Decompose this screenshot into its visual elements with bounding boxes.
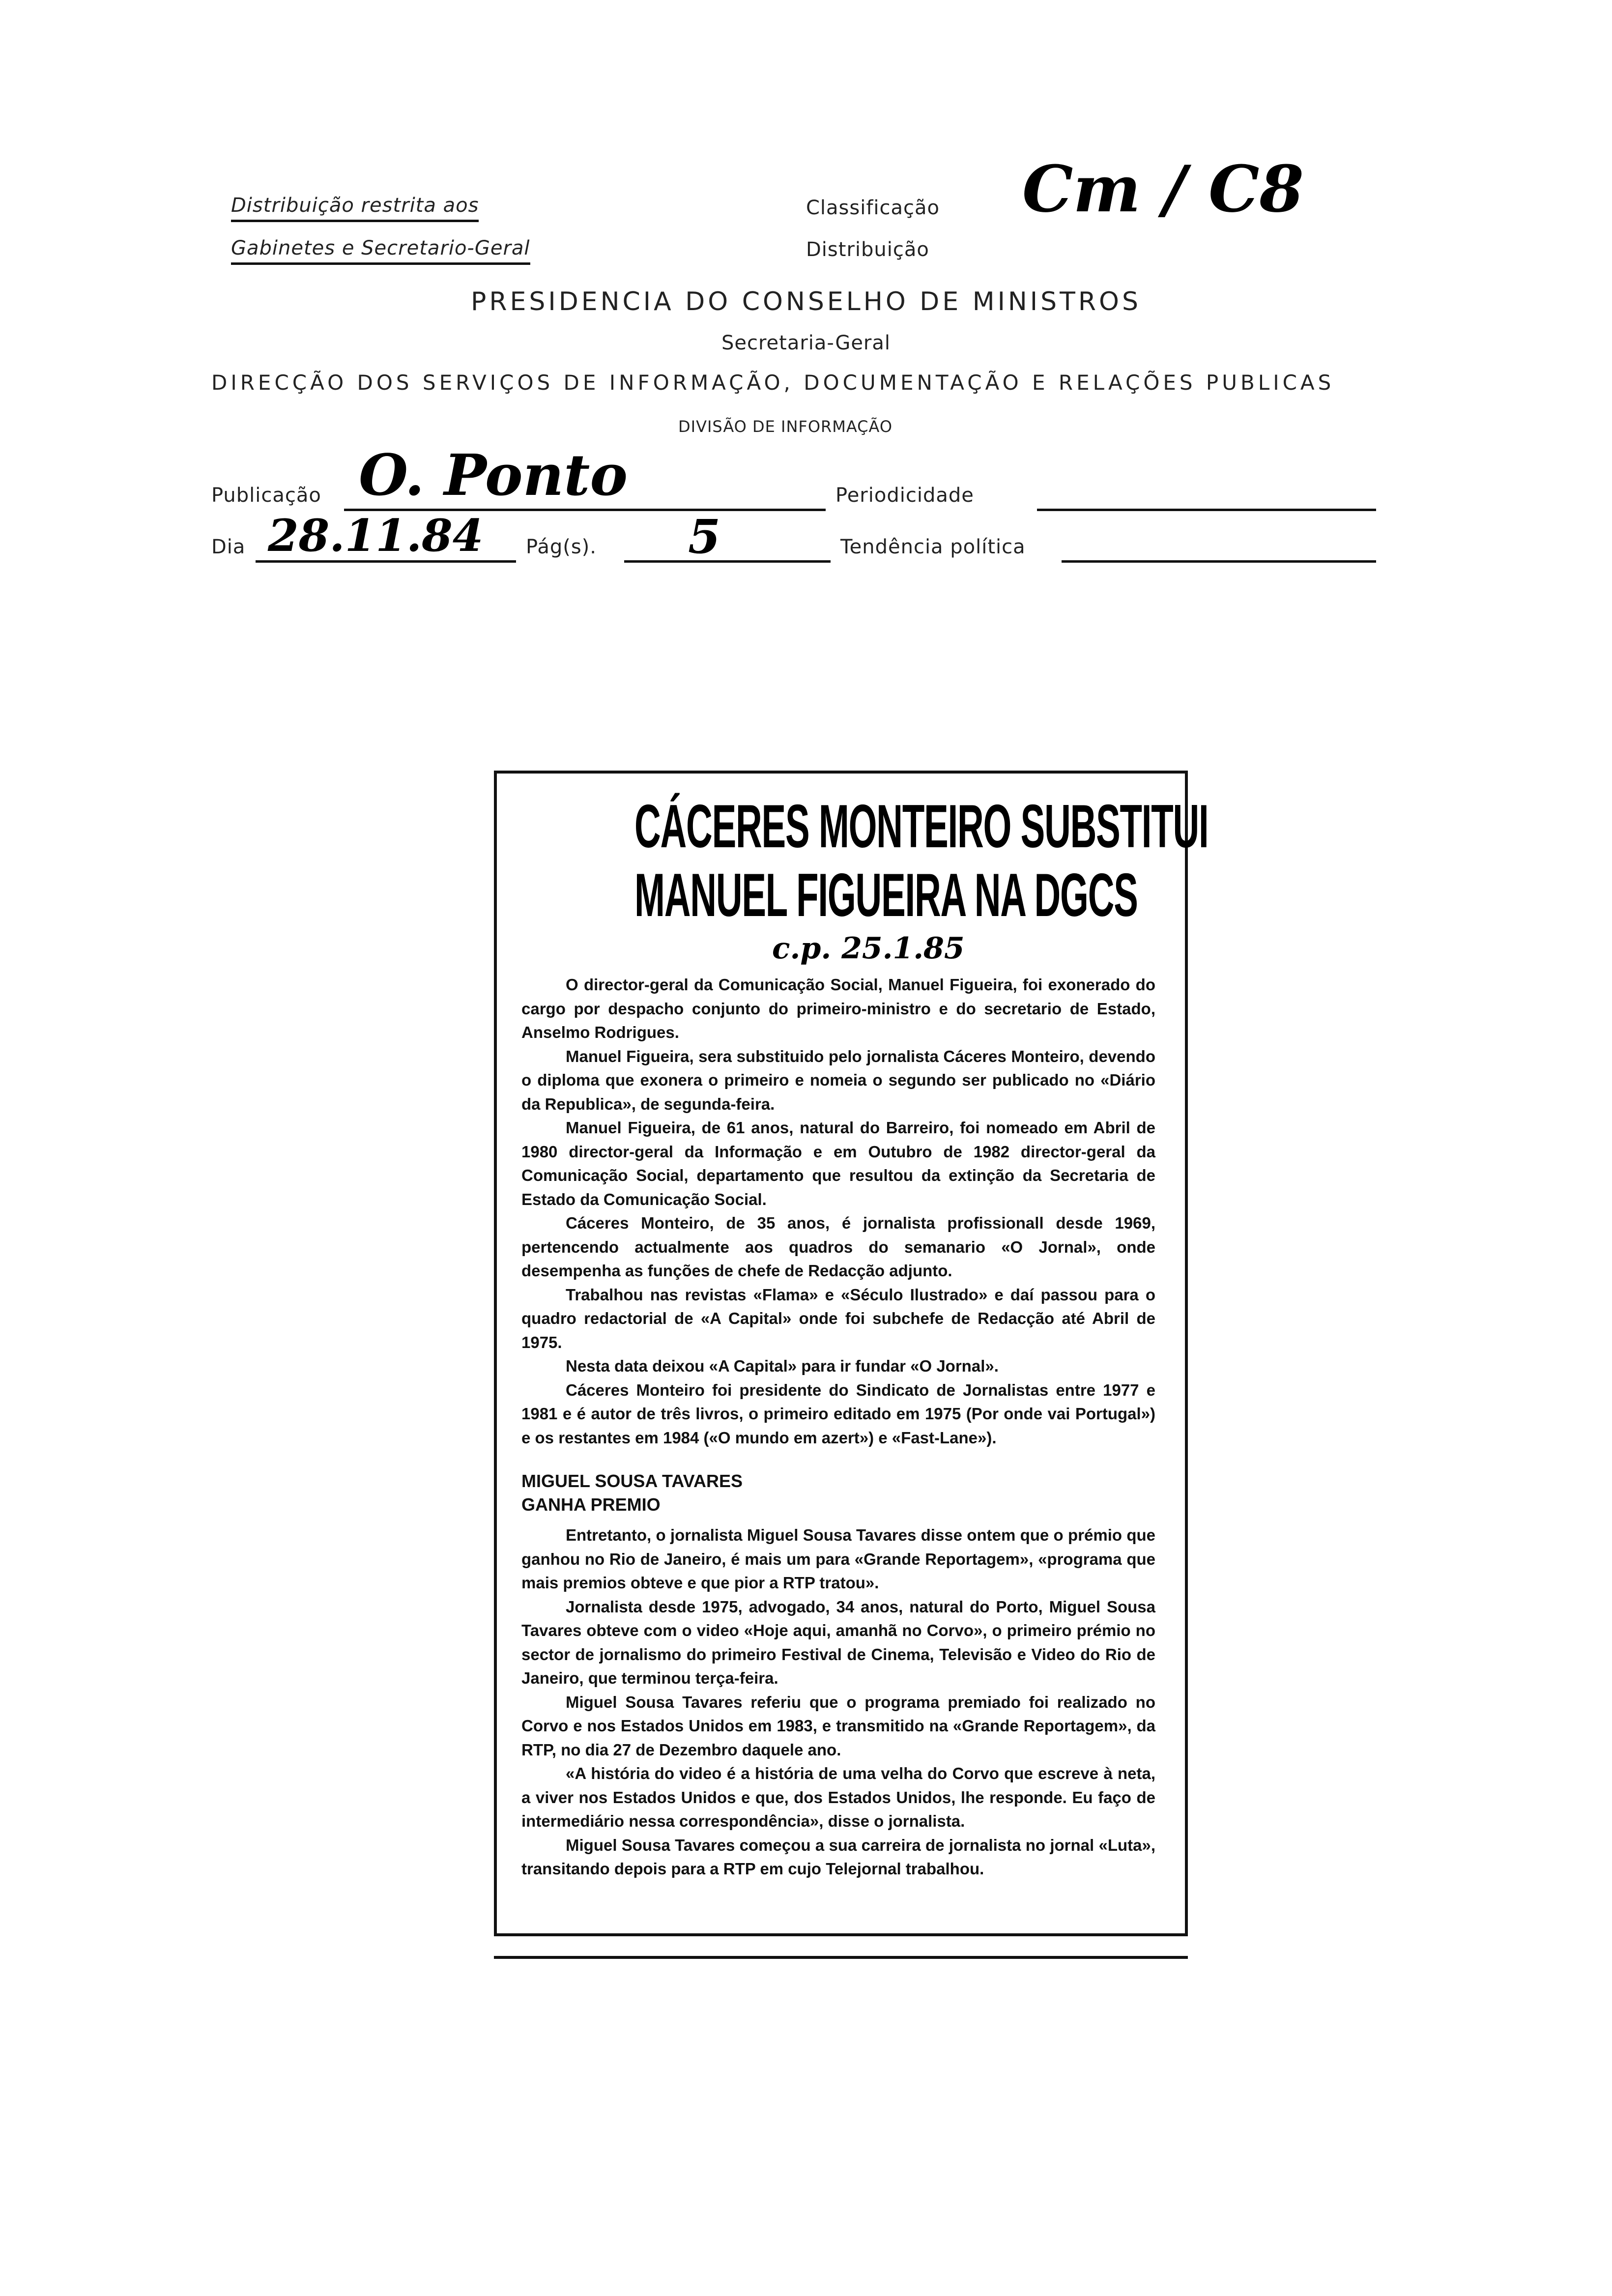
article-title-line1-box (497, 793, 1209, 862)
paragraph: Cáceres Monteiro, de 35 anos, é jornalista profissionall desde 1969, pertencendo actualmente aos quadros do semanario «O Jornal», onde desempenha as funções de chefe de Redacção adjunto. (521, 1214, 1155, 1280)
article-title-line2-box (497, 862, 1185, 931)
paragraph: Entretanto, o jornalista Miguel Sousa Tavares disse ontem que o prémio que ganhou no Rio de Janeiro, é mais um para «Grande Reportagem», «programa que mais premios obteve e que pior a RTP tratou». (521, 1526, 1155, 1592)
classification-handwritten: Cm / C8 (1022, 151, 1304, 227)
periodicity-line (1037, 509, 1376, 511)
institution: PRESIDENCIA DO CONSELHO DE MINISTROS (471, 287, 1141, 316)
paragraph: Nesta data deixou «A Capital» para ir fundar «O Jornal». (566, 1357, 999, 1375)
paragraph: Manuel Figueira, sera substituido pelo jornalista Cáceres Monteiro, devendo o diploma que exonera o primeiro e nomeia o segundo ser publicado no «Diário da Republica», de segunda-feira. (521, 1047, 1155, 1113)
day-label: Dia (211, 536, 246, 558)
pages-label: Pág(s). (526, 536, 597, 558)
classification-label: Classificação (806, 197, 940, 219)
pages-line (624, 560, 831, 563)
political-tendency-line (1062, 560, 1376, 563)
secretariat: Secretaria-Geral (721, 332, 891, 354)
paragraph: «A história do video é a história de uma velha do Corvo que escreve à neta, a viver nos Estados Unidos e que, dos Estados Unidos, lhe responde. Eu faço de intermediário nessa correspondência», disse o jornalista. (521, 1764, 1155, 1830)
offices: Gabinetes e Secretario-Geral (231, 237, 530, 265)
pages-handwritten: 5 (688, 510, 721, 564)
periodicity-label: Periodicidade (835, 484, 974, 507)
publication-label: Publicação (211, 484, 321, 507)
subheading-line2: GANHA PREMIO (521, 1494, 661, 1515)
article-handwritten-note: c.p. 25.1.85 (772, 931, 965, 966)
paragraph: Cáceres Monteiro foi presidente do Sindicato de Jornalistas entre 1977 e 1981 e é autor de três livros, o primeiro editado em 1975 (Por onde vai Portugal») e os restantes em 1984 («O mundo em azert») e «Fast-Lane»). (521, 1380, 1155, 1447)
division: DIVISÃO DE INFORMAÇÃO (678, 417, 893, 436)
day-handwritten: 28.11.84 (268, 510, 484, 562)
article-title-line1: CÁCERES MONTEIRO SUBSTITUI (634, 793, 1209, 861)
paragraph: Miguel Sousa Tavares começou a sua carreira de jornalista no jornal «Luta», transitando depois para a RTP em cujo Telejornal trabalhou. (521, 1836, 1155, 1878)
subheading-line1: MIGUEL SOUSA TAVARES (521, 1471, 743, 1491)
article-body (521, 973, 1155, 1881)
paragraph: Manuel Figueira, de 61 anos, natural do Barreiro, foi nomeado em Abril de 1980 director-geral da Informação e em Outubro de 1982 director-geral da Comunicação Social, departamento que resultou da extinção da Secretaria de Estado da Comunicação Social. (521, 1119, 1155, 1208)
paragraph: Trabalhou nas revistas «Flama» e «Século Ilustrado» e daí passou para o quadro redactorial de «A Capital» onde foi subchefe de Redacção até Abril de 1975. (521, 1285, 1155, 1351)
paragraph: O director-geral da Comunicação Social, Manuel Figueira, foi exonerado do cargo por despacho conjunto do primeiro-ministro e do secretario de Estado, Anselmo Rodrigues. (521, 976, 1155, 1041)
subheading (521, 1469, 1155, 1517)
clipping-bottom-rule (494, 1956, 1188, 1959)
newspaper-clipping (494, 771, 1209, 1936)
directorate: DIRECÇÃO DOS SERVIÇOS DE INFORMAÇÃO, DOCUMENTAÇÃO E RELAÇÕES PUBLICAS (211, 371, 1335, 395)
paragraph: Jornalista desde 1975, advogado, 34 anos, natural do Porto, Miguel Sousa Tavares obteve com o video «Hoje aqui, amanhã no Corvo», o primeiro prémio no sector de jornalismo do primeiro Festival de Cinema, Televisão e Video do Rio de Janeiro, que terminou terça-feira. (521, 1597, 1155, 1687)
political-tendency-label: Tendência política (840, 536, 1026, 558)
publication-handwritten: O. Ponto (359, 442, 628, 509)
article-title-line2: MANUEL FIGUEIRA NA DGCS (634, 861, 1138, 929)
clipping-wrapper (494, 771, 1209, 1959)
distribution-label: Distribuição (806, 238, 929, 261)
distribution-restricted: Distribuição restrita aos (231, 194, 479, 222)
paragraph: Miguel Sousa Tavares referiu que o programa premiado foi realizado no Corvo e nos Estados Unidos em 1983, e transmitido na «Grande Reportagem», da RTP, no dia 27 de Dezembro daquele ano. (521, 1693, 1155, 1759)
